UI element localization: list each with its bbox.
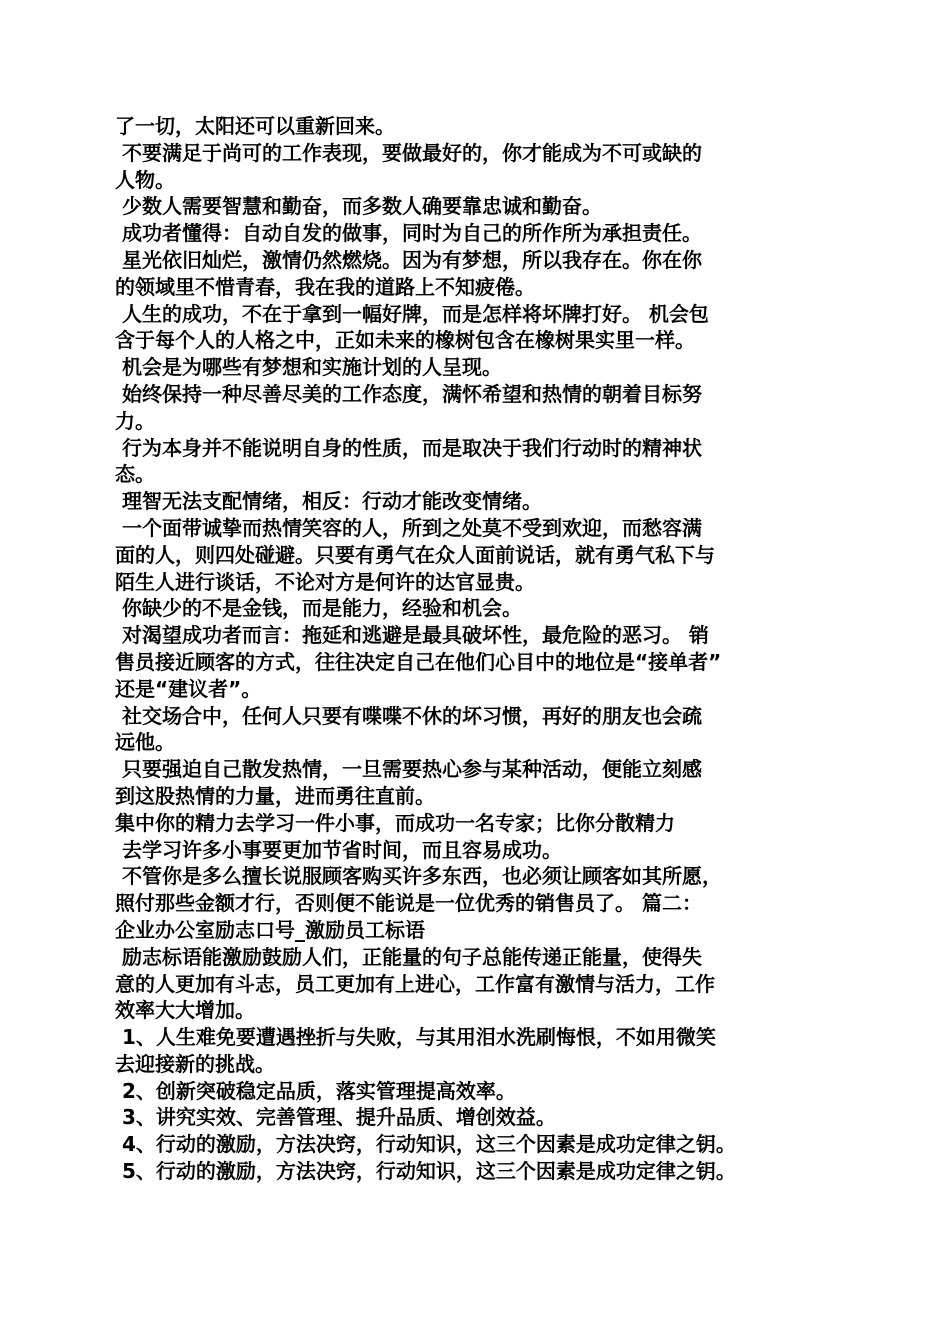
text-line: 机会是为哪些有梦想和实施计划的人呈现。 — [115, 355, 502, 380]
text-line: 理智无法支配情绪，相反：行动才能改变情绪。 — [115, 489, 542, 514]
list-item: 3、讲究实效、完善管理、提升品质、增创效益。 — [115, 1105, 556, 1130]
text-line: 人生的成功，不在于拿到一幅好牌，而是怎样将坏牌打好。 机会包 — [115, 301, 709, 326]
text-line: 行为本身并不能说明自身的性质，而是取决于我们行动时的精神状 — [115, 435, 702, 460]
text-line: 只要强迫自己散发热情，一旦需要热心参与某种活动，便能立刻感 — [115, 757, 702, 782]
text-line: 始终保持一种尽善尽美的工作态度，满怀希望和热情的朝着目标努 — [115, 381, 702, 406]
section-heading: 企业办公室励志口号_激励员工标语 — [115, 917, 425, 942]
text-line: 集中你的精力去学习一件小事，而成功一名专家；比你分散精力 — [115, 810, 675, 835]
text-line: 去学习许多小事要更加节省时间，而且容易成功。 — [115, 837, 562, 862]
text-line: 一个面带诚挚而热情笑容的人，所到之处莫不受到欢迎，而愁容满 — [115, 515, 702, 540]
list-item: 4、行动的激励，方法决窍，行动知识，这三个因素是成功定律之钥。 — [115, 1132, 736, 1157]
text-line: 不管你是多么擅长说服顾客购买许多东西，也必须让顾客如其所愿， — [115, 864, 722, 889]
text-line: 陌生人进行谈话，不论对方是何许的达官显贵。 — [115, 569, 535, 594]
list-item: 2、创新突破稳定品质，落实管理提高效率。 — [115, 1078, 516, 1103]
text-line: 对渴望成功者而言：拖延和逃避是最具破坏性，最危险的恶习。 销 — [115, 623, 709, 648]
text-line: 成功者懂得：自动自发的做事，同时为自己的所作所为承担责任。 — [115, 221, 702, 246]
text-line: 不要满足于尚可的工作表现，要做最好的，你才能成为不可或缺的 — [115, 140, 702, 165]
text-line: 星光依旧灿烂，激情仍然燃烧。因为有梦想，所以我存在。你在你 — [115, 247, 702, 272]
text-line: 效率大大增加。 — [115, 998, 255, 1023]
document-page — [115, 113, 843, 1185]
text-line: 力。 — [115, 408, 155, 433]
text-line: 意的人更加有斗志，员工更加有上进心，工作富有激情与活力，工作 — [115, 971, 715, 996]
list-item: 1、人生难免要遭遇挫折与失败，与其用泪水洗刷悔恨，不如用微笑 — [115, 1025, 716, 1050]
text-line: 到这股热情的力量，进而勇往直前。 — [115, 783, 435, 808]
list-item: 5、行动的激励，方法决窍，行动知识，这三个因素是成功定律之钥。 — [115, 1159, 736, 1184]
text-line: 你缺少的不是金钱，而是能力，经验和机会。 — [115, 596, 522, 621]
text-line: 了一切，太阳还可以重新回来。 — [115, 114, 395, 138]
text-line: 售员接近顾客的方式，往往决定自己在他们心目中的地位是“接单者” — [115, 649, 722, 674]
text-line: 人物。 — [115, 167, 175, 192]
text-line: 社交场合中，任何人只要有喋喋不休的坏习惯，再好的朋友也会疏 — [115, 703, 702, 728]
text-line: 少数人需要智慧和勤奋，而多数人确要靠忠诚和勤奋。 — [115, 194, 602, 219]
text-line: 还是“建议者”。 — [115, 676, 262, 701]
text-line: 面的人，则四处碰避。只要有勇气在众人面前说话，就有勇气私下与 — [115, 542, 715, 567]
text-line: 远他。 — [115, 730, 175, 755]
text-line: 的领域里不惜青春，我在我的道路上不知疲倦。 — [115, 274, 535, 299]
list-item: 去迎接新的挑战。 — [115, 1051, 275, 1076]
text-line: 照付那些金额才行，否则便不能说是一位优秀的销售员了。 篇二： — [115, 891, 702, 916]
text-line: 含于每个人的人格之中，正如未来的橡树包含在橡树果实里一样。 — [115, 328, 695, 353]
text-line: 励志标语能激励鼓励人们，正能量的句子总能传递正能量，使得失 — [115, 944, 702, 969]
text-line: 态。 — [115, 462, 155, 487]
